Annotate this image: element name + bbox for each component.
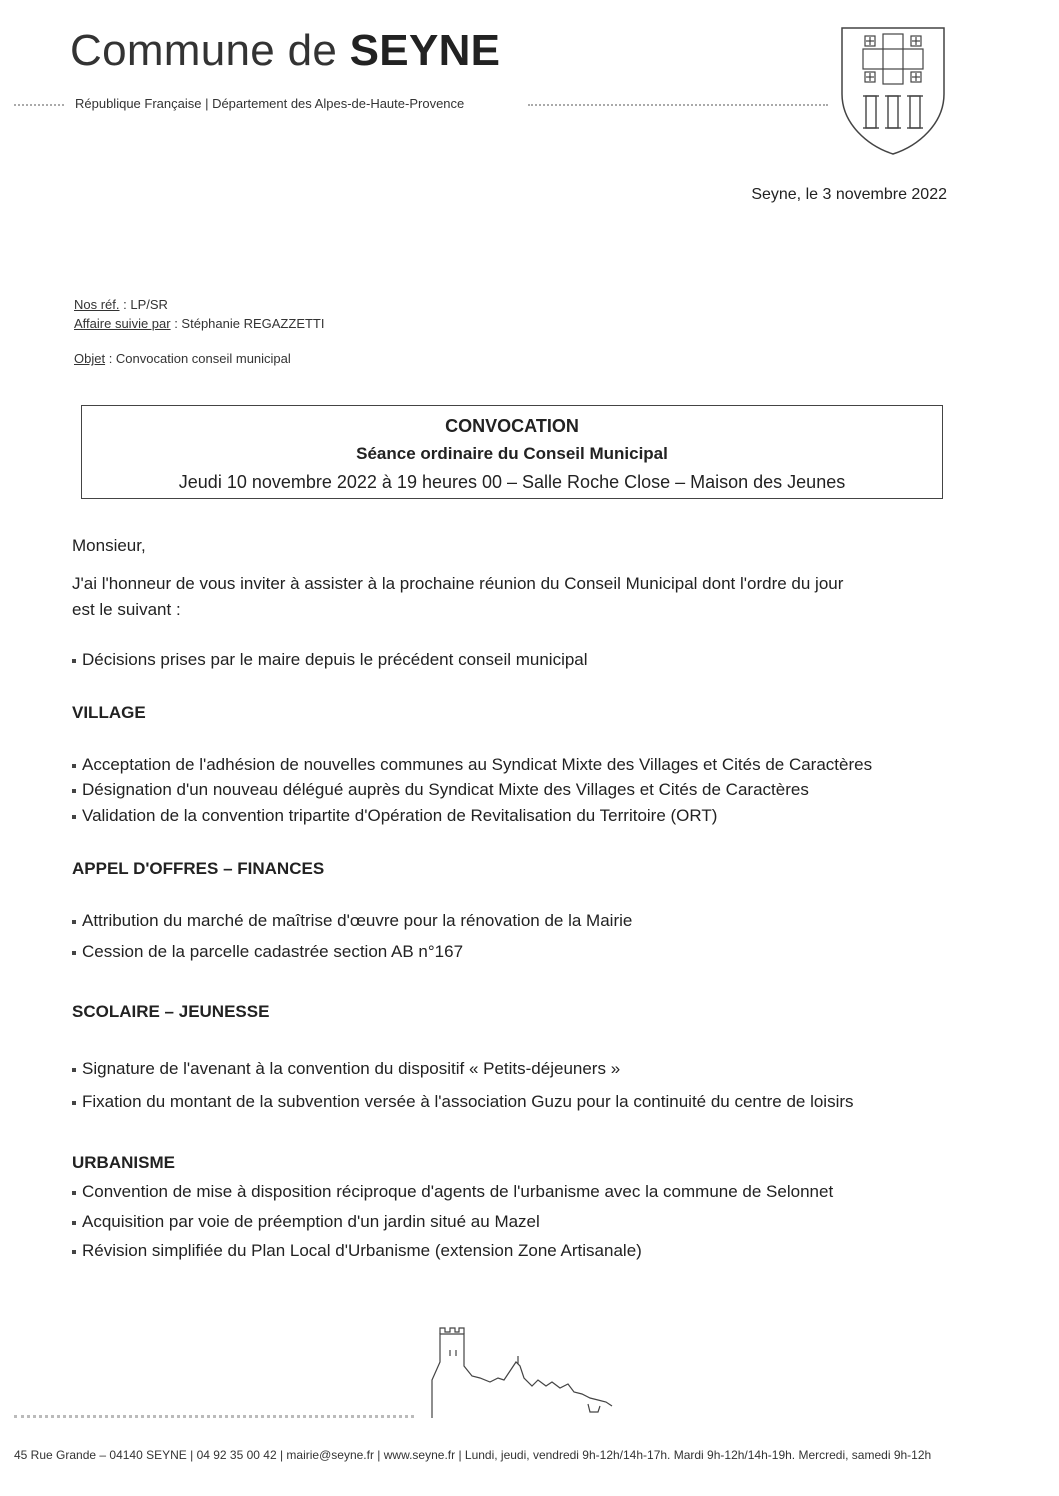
header-divider-left — [14, 104, 64, 106]
list-item — [72, 806, 717, 826]
list-item — [72, 1212, 540, 1232]
list-item — [72, 1092, 854, 1112]
list-item — [72, 650, 588, 670]
bullet-icon — [72, 1250, 76, 1254]
reference-value: : LP/SR — [119, 297, 168, 312]
list-item-text: Acquisition par voie de préemption d'un jardin situé au Mazel — [82, 1212, 540, 1231]
bullet-icon — [72, 951, 76, 955]
title-commune-name: SEYNE — [349, 26, 501, 75]
objet-label: Objet — [74, 351, 106, 366]
list-item-text: Signature de l'avenant à la convention du dispositif « Petits-déjeuners » — [82, 1059, 621, 1078]
list-item — [72, 755, 872, 775]
commune-title — [70, 26, 500, 76]
section-heading-urbanisme: URBANISME — [72, 1153, 175, 1172]
list-item-text: Convention de mise à disposition réciproque d'agents de l'urbanisme avec la commune de Selonnet — [82, 1182, 834, 1201]
list-item — [72, 942, 463, 962]
bullet-icon — [72, 659, 76, 663]
list-item — [72, 1059, 620, 1079]
objet-line — [74, 351, 291, 366]
bullet-icon — [72, 789, 76, 793]
list-item — [72, 1182, 833, 1202]
section-heading-village: VILLAGE — [72, 703, 146, 722]
seance-datetime-location: Jeudi 10 novembre 2022 à 19 heures 00 – Salle Roche Close – Maison des Jeunes — [178, 472, 846, 492]
affaire-value: : Stéphanie REGAZZETTI — [170, 316, 325, 331]
convocation-heading: CONVOCATION — [445, 416, 579, 436]
affaire-line — [74, 314, 324, 333]
letter-date: Seyne, le 3 novembre 2022 — [751, 186, 947, 203]
list-item-text: Acceptation de l'adhésion de nouvelles communes au Syndicat Mixte des Villages et Cités de Caractères — [82, 755, 873, 774]
list-item-text: Décisions prises par le maire depuis le précédent conseil municipal — [82, 650, 588, 669]
bullet-icon — [72, 920, 76, 924]
section-heading-scolaire: SCOLAIRE – JEUNESSE — [72, 1002, 270, 1021]
bullet-icon — [72, 764, 76, 768]
list-item-text: Cession de la parcelle cadastrée section AB n°167 — [82, 942, 464, 961]
bullet-icon — [72, 1101, 76, 1105]
intro-line-2: est le suivant : — [72, 600, 181, 619]
section-heading-finances: APPEL D'OFFRES – FINANCES — [72, 859, 325, 878]
affaire-label: Affaire suivie par — [74, 316, 171, 331]
bullet-icon — [72, 1068, 76, 1072]
header-divider-right — [528, 104, 828, 106]
seance-type: Séance ordinaire du Conseil Municipal — [356, 444, 668, 463]
reference-line — [74, 295, 324, 314]
header-subtitle: République Française | Département des Alpes-de-Haute-Provence — [75, 96, 465, 111]
title-prefix: Commune de — [70, 26, 350, 75]
footer-divider — [14, 1415, 414, 1418]
letter-references — [74, 295, 324, 333]
list-item — [72, 1241, 642, 1261]
list-item-text: Attribution du marché de maîtrise d'œuvre pour la rénovation de la Mairie — [82, 911, 633, 930]
list-item-text: Validation de la convention tripartite d'Opération de Revitalisation du Territoire (ORT) — [82, 806, 718, 825]
reference-label: Nos réf. — [74, 297, 120, 312]
list-item-text: Désignation d'un nouveau délégué auprès du Syndicat Mixte des Villages et Cités de Caractères — [82, 780, 809, 799]
coat-of-arms-icon — [838, 24, 948, 158]
castle-illustration-icon — [420, 1322, 620, 1422]
salutation: Monsieur, — [72, 536, 146, 555]
list-item-text: Révision simplifiée du Plan Local d'Urbanisme (extension Zone Artisanale) — [82, 1241, 642, 1260]
objet-value: : Convocation conseil municipal — [105, 351, 291, 366]
list-item-text: Fixation du montant de la subvention versée à l'association Guzu pour la continuité du centre de loisirs — [82, 1092, 854, 1111]
bullet-icon — [72, 815, 76, 819]
list-item — [72, 911, 632, 931]
intro-line-1: J'ai l'honneur de vous inviter à assister à la prochaine réunion du Conseil Municipal dont l'ordre du jour — [72, 574, 844, 593]
list-item — [72, 780, 809, 800]
bullet-icon — [72, 1221, 76, 1225]
convocation-box — [81, 405, 943, 499]
bullet-icon — [72, 1191, 76, 1195]
footer-contact: 45 Rue Grande – 04140 SEYNE | 04 92 35 00 42 | mairie@seyne.fr | www.seyne.fr | Lundi, jeudi, vendredi 9h-12h/14h-17h. Mardi 9h-12h/14h-19h. Mercredi, samedi 9h-12h — [14, 1448, 932, 1462]
